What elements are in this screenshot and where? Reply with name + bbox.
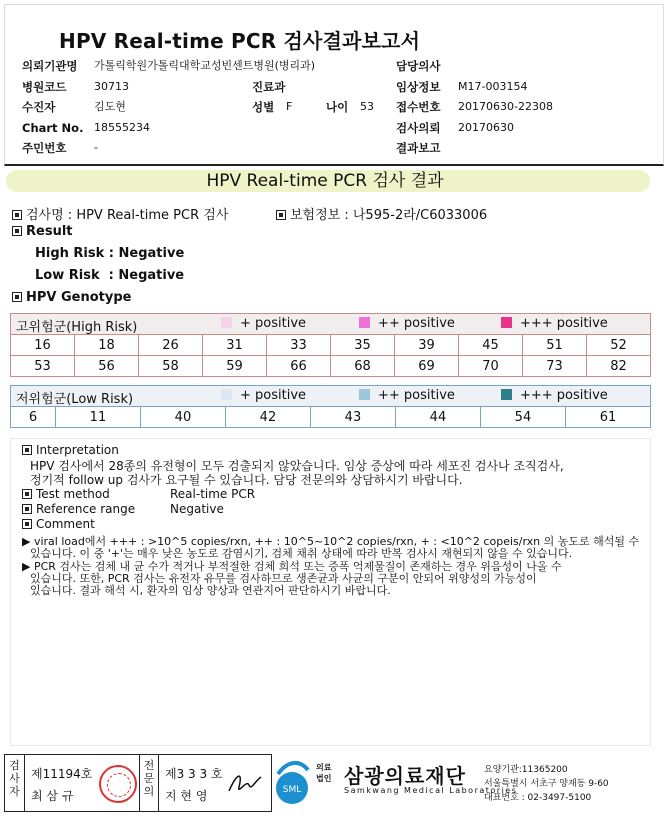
range-label: Reference range xyxy=(36,502,136,516)
care-institution: 요양기관:11365200 xyxy=(484,765,568,775)
genotype-heading-line xyxy=(12,290,131,305)
doctor-tag xyxy=(139,755,159,811)
bullet-square-icon xyxy=(22,445,32,455)
comment-1a: ▶ viral load에서 +++ : >10^5 copies/rxn, ++ : 10^5~10^2 copies/rxn, + : <10^2 copeis/rxn 의 농도로 해석될 수 xyxy=(22,535,640,548)
genotype-cell: 66 xyxy=(267,356,331,377)
low-risk-label: 저위험군(Low Risk) xyxy=(16,392,134,407)
legend-swatch-medium xyxy=(359,317,370,328)
comment-2b: 있습니다. 또한, PCR 검사는 유전자 유무를 검사하므로 생존균과 사균의 구분이 안되어 위양성의 가능성이 xyxy=(30,572,537,585)
genotype-cell: 69 xyxy=(395,356,459,377)
result-heading: Result xyxy=(26,224,73,239)
legend-plusplusplus xyxy=(501,316,608,331)
genotype-cell: 70 xyxy=(459,356,523,377)
genotype-cell: 53 xyxy=(11,356,75,377)
high-risk-table xyxy=(10,313,651,377)
examiner-number: 제11194호 xyxy=(31,767,93,781)
genotype-cell: 59 xyxy=(203,356,267,377)
genotype-cell: 82 xyxy=(587,356,651,377)
legend-plusplus-text: ++ positive xyxy=(378,316,455,331)
legend-swatch-medium xyxy=(359,389,370,400)
bullet-square-icon xyxy=(12,292,22,302)
test-name: 검사명 : HPV Real-time PCR 검사 xyxy=(26,208,229,223)
org-phone: 대표번호 : 02-3497-5100 xyxy=(484,793,592,803)
examiner-seal xyxy=(99,765,137,803)
resident-no-label: 주민번호 xyxy=(22,141,67,155)
org-tag xyxy=(316,762,331,784)
legend-plusplus xyxy=(359,388,455,403)
bullet-square-icon xyxy=(22,489,32,499)
genotype-cell: 54 xyxy=(480,407,565,428)
hospital-code-value: 30713 xyxy=(94,79,129,93)
interpretation-text-2: 정기적 follow up 검사가 요구될 수 있습니다. 담당 전문의와 상담하시기 바랍니다. xyxy=(30,473,463,487)
genotype-cell: 43 xyxy=(310,407,395,428)
comment-2a: ▶ PCR 검사는 검체 내 균 수가 적거나 부적절한 검체 희석 또는 증폭 억제물질이 존재하는 경우 위음성이 나올 수 xyxy=(22,560,562,573)
comment-heading: Comment xyxy=(36,517,95,531)
genotype-cell: 26 xyxy=(139,335,203,356)
comment-heading-line xyxy=(22,517,95,531)
recipient-label: 수진자 xyxy=(22,100,56,114)
method-label: Test method xyxy=(36,487,110,501)
sex-label: 성별 xyxy=(252,100,275,114)
institution-label: 의뢰기관명 xyxy=(22,59,78,73)
hospital-code-label: 병원코드 xyxy=(22,79,67,94)
signature-box xyxy=(4,754,272,812)
low-risk-table xyxy=(10,385,651,428)
test-name-line xyxy=(12,204,228,223)
high-risk-label: 고위험군(High Risk) xyxy=(16,320,138,335)
doctor-label: 담당의사 xyxy=(396,59,441,73)
org-address: 서울특별시 서초구 양재동 9-60 xyxy=(484,779,609,789)
genotype-cell: 11 xyxy=(55,407,140,428)
resident-no-value: - xyxy=(94,141,98,154)
interpretation-heading: Interpretation xyxy=(36,443,119,457)
clinical-info-value: M17-003154 xyxy=(458,79,528,93)
org-tag-2: 법인 xyxy=(316,774,332,783)
insurance-line xyxy=(276,204,487,223)
genotype-cell: 44 xyxy=(395,407,480,428)
result-heading-line xyxy=(12,224,73,239)
genotype-cell: 39 xyxy=(395,335,459,356)
examiner-name: 최 삼 규 xyxy=(31,789,74,803)
genotype-cell: 42 xyxy=(225,407,310,428)
sex-value: F xyxy=(286,100,293,113)
legend-plus-text: + positive xyxy=(240,316,307,331)
doctor-signature xyxy=(223,765,267,803)
interpretation-text-1: HPV 검사에서 28종의 유전형이 모두 검출되지 않았습니다. 임상 증상에 따라 세포진 검사나 조직검사, xyxy=(30,459,564,473)
legend-swatch-dark xyxy=(501,389,512,400)
genotype-cell: 6 xyxy=(11,407,56,428)
request-date-value: 20170630 xyxy=(458,120,514,134)
genotype-cell: 61 xyxy=(565,407,650,428)
recipient-value: 김도현 xyxy=(94,100,126,113)
bullet-square-icon xyxy=(276,210,286,220)
legend-plus xyxy=(221,316,306,331)
genotype-cell: 56 xyxy=(75,356,139,377)
genotype-cell: 45 xyxy=(459,335,523,356)
interpretation-heading-line xyxy=(22,443,119,457)
genotype-cell: 31 xyxy=(203,335,267,356)
genotype-heading: HPV Genotype xyxy=(26,290,132,305)
legend-plus xyxy=(221,388,306,403)
insurance-info: 보험정보 : 나595-2라/C6033006 xyxy=(290,208,488,223)
high-risk-row-1 xyxy=(11,335,651,356)
receipt-no-value: 20170630-22308 xyxy=(458,100,553,113)
bullet-square-icon xyxy=(22,519,32,529)
receipt-no-label: 접수번호 xyxy=(396,100,441,114)
high-risk-header xyxy=(11,314,651,335)
method-value: Real-time PCR xyxy=(170,487,256,501)
legend-plusplus-text: ++ positive xyxy=(378,388,455,403)
genotype-cell: 16 xyxy=(11,335,75,356)
clinical-info-label: 임상정보 xyxy=(396,79,441,94)
comment-1b: 있습니다. 이 중 '+'는 매우 낮은 농도로 감염시기, 검체 채취 상태에 따라 반복 검사시 재현되지 않을 수 있습니다. xyxy=(30,547,573,560)
legend-swatch-light xyxy=(221,317,232,328)
comment-2c: 있습니다. 결과 해석 시, 환자의 임상 양상과 연관지어 판단하시기 바랍니다. xyxy=(30,584,391,597)
legend-plusplusplus-text: +++ positive xyxy=(520,316,608,331)
bullet-square-icon xyxy=(12,210,22,220)
examiner-tag xyxy=(5,755,25,811)
doctor-name: 지 현 영 xyxy=(165,789,208,803)
genotype-cell: 18 xyxy=(75,335,139,356)
genotype-cell: 40 xyxy=(140,407,225,428)
department-label: 진료과 xyxy=(252,79,286,94)
genotype-cell: 68 xyxy=(331,356,395,377)
genotype-cell: 52 xyxy=(587,335,651,356)
genotype-cell: 58 xyxy=(139,356,203,377)
age-label: 나이 xyxy=(326,100,349,114)
range-value: Negative xyxy=(170,502,224,516)
doctor-tag-text: 전문의 xyxy=(143,759,155,798)
legend-swatch-dark xyxy=(501,317,512,328)
high-risk-row-2 xyxy=(11,356,651,377)
legend-plusplus xyxy=(359,316,455,331)
bullet-square-icon xyxy=(22,504,32,514)
genotype-cell: 51 xyxy=(523,335,587,356)
report-title: HPV Real-time PCR 검사결과보고서 xyxy=(59,29,421,53)
org-subtitle: Samkwang Medical Laboratories xyxy=(344,786,518,795)
legend-plusplusplus xyxy=(501,388,608,403)
sml-logo-icon xyxy=(274,758,310,806)
doctor-number: 제3 3 3 호 xyxy=(165,767,223,781)
high-risk-result: High Risk : Negative xyxy=(35,246,185,261)
request-date-label: 검사의뢰 xyxy=(396,120,441,135)
genotype-cell: 35 xyxy=(331,335,395,356)
examiner-tag-text: 검사자 xyxy=(9,759,20,798)
legend-plusplusplus-text: +++ positive xyxy=(520,388,608,403)
legend-swatch-light xyxy=(221,389,232,400)
logo-text: SML xyxy=(282,785,302,795)
genotype-cell: 33 xyxy=(267,335,331,356)
genotype-cell: 73 xyxy=(523,356,587,377)
bullet-square-icon xyxy=(12,226,22,236)
age-value: 53 xyxy=(360,100,374,113)
legend-plus-text: + positive xyxy=(240,388,307,403)
low-risk-header xyxy=(11,386,651,407)
chart-label: Chart No. xyxy=(22,120,84,135)
institution-value: 가톨릭학원가톨릭대학교성빈센트병원(병리과) xyxy=(94,59,316,72)
report-date-label: 결과보고 xyxy=(396,141,441,155)
low-risk-row xyxy=(11,407,651,428)
chart-value: 18555234 xyxy=(94,120,150,134)
range-line xyxy=(22,502,135,516)
org-tag-1: 의료 xyxy=(316,763,332,772)
section-title: HPV Real-time PCR 검사 결과 xyxy=(206,171,444,191)
method-line xyxy=(22,487,110,501)
org-name: 삼광의료재단 xyxy=(344,764,466,788)
low-risk-result: Low Risk : Negative xyxy=(35,268,185,283)
